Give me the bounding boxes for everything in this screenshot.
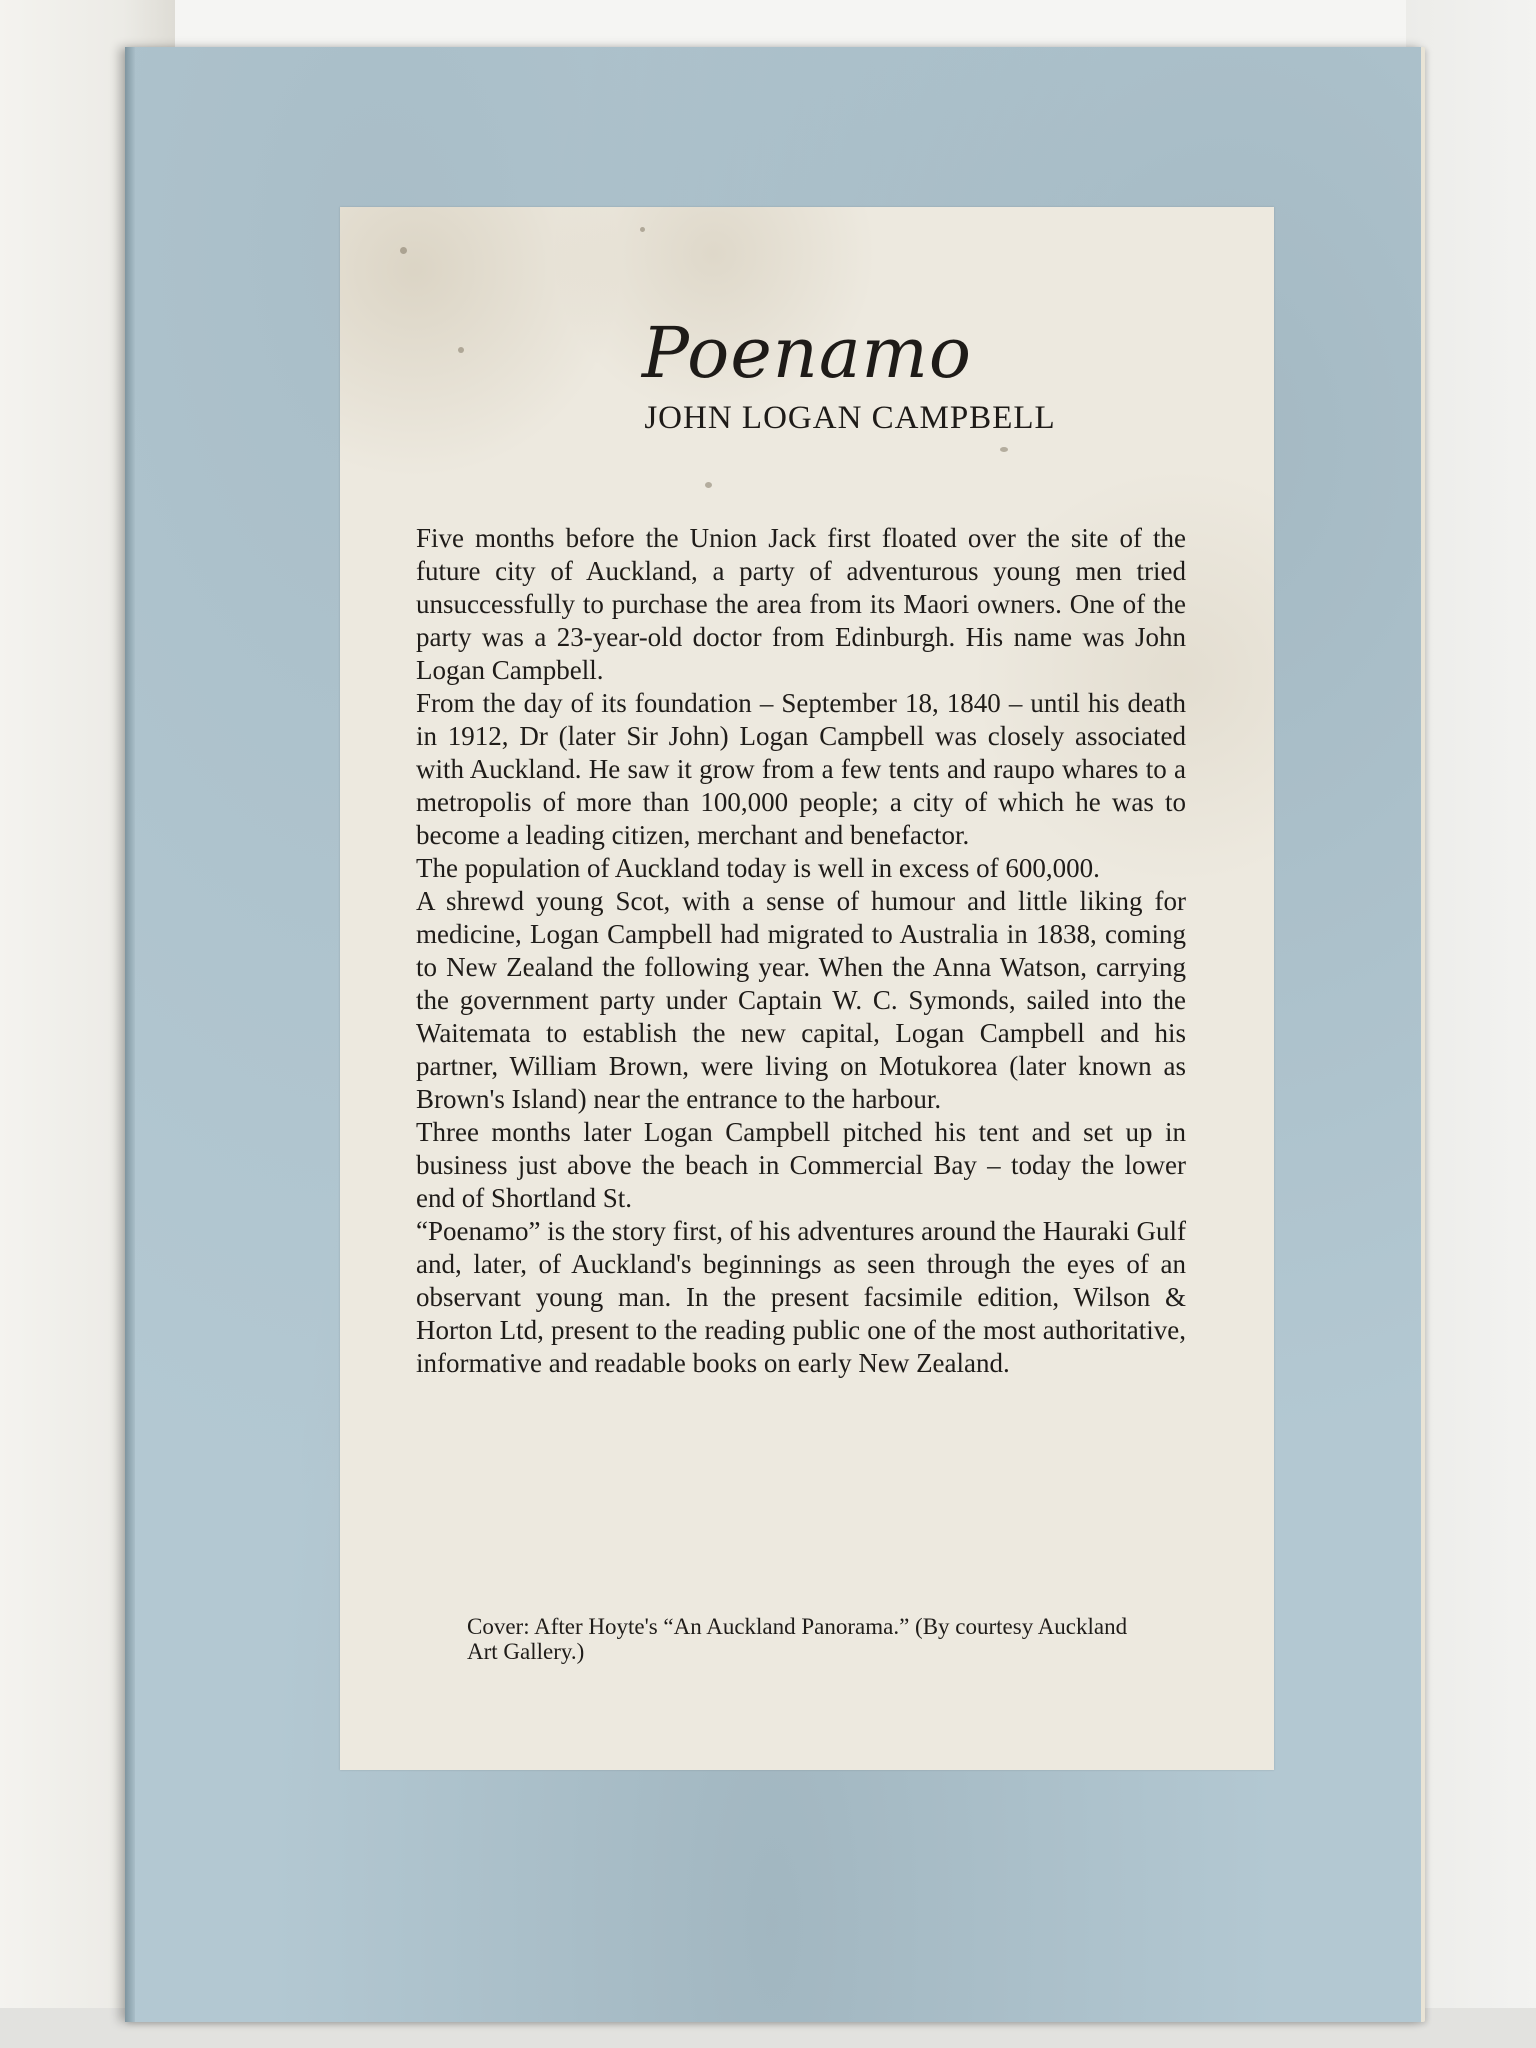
background-right: [1406, 0, 1536, 2048]
blurb-paragraph: A shrewd young Scot, with a sense of humour and little liking for medicine, Logan Campbell had migrated to Australia in 1838, coming to New Zealand the following year. When the Anna Watson, carrying the government party under Captain W. C. Symonds, sailed into the Waitemata to establish the new capital, Logan Campbell and his partner, William Brown, were living on Motukorea (later known as Brown's Island) near the entrance to the harbour.: [416, 886, 1186, 1114]
blurb-paragraph: “Poenamo” is the story first, of his adventures around the Hauraki Gulf and, later, of Auckland's beginnings as seen through the eyes of an observant young man. In the present facsimile edition, Wilson & Horton Ltd, present to the reading public one of the most authoritative, informative and readable books on early New Zealand.: [416, 1216, 1186, 1378]
stain-speck: [1000, 447, 1008, 452]
blurb-paragraph: Five months before the Union Jack first floated over the site of the future city of Auckland, a party of adventurous young men tried unsuccessfully to purchase the area from its Maori owners. One of the party was a 23-year-old doctor from Edinburgh. His name was John Logan Campbell.: [416, 523, 1186, 685]
book-spine-edge: [125, 47, 135, 2022]
blurb-paragraph: Three months later Logan Campbell pitched his tent and set up in business just above the beach in Commercial Bay – today the lower end of Shortland St.: [416, 1117, 1186, 1213]
blurb-text: [416, 522, 1186, 1380]
book-back-cover: [125, 47, 1425, 2022]
stain-speck: [705, 482, 712, 488]
book-title: Poenamo: [641, 312, 973, 394]
stain-speck: [640, 227, 645, 232]
blurb-paragraph: The population of Auckland today is well in excess of 600,000.: [416, 853, 1100, 883]
blurb-paragraph: From the day of its foundation – September 18, 1840 – until his death in 1912, Dr (later Sir John) Logan Campbell was closely associated with Auckland. He saw it grow from a few tents and raupo whares to a metropolis of more than 100,000 people; a city of which he was to become a leading citizen, merchant and benefactor.: [416, 688, 1186, 850]
cover-label-panel: [340, 207, 1274, 1770]
cover-credit: Cover: After Hoyte's “An Auckland Panorama.” (By courtesy Auckland Art Gallery.): [467, 1614, 1128, 1664]
stain-speck: [400, 247, 407, 254]
book-author: JOHN LOGAN CAMPBELL: [644, 400, 1056, 436]
